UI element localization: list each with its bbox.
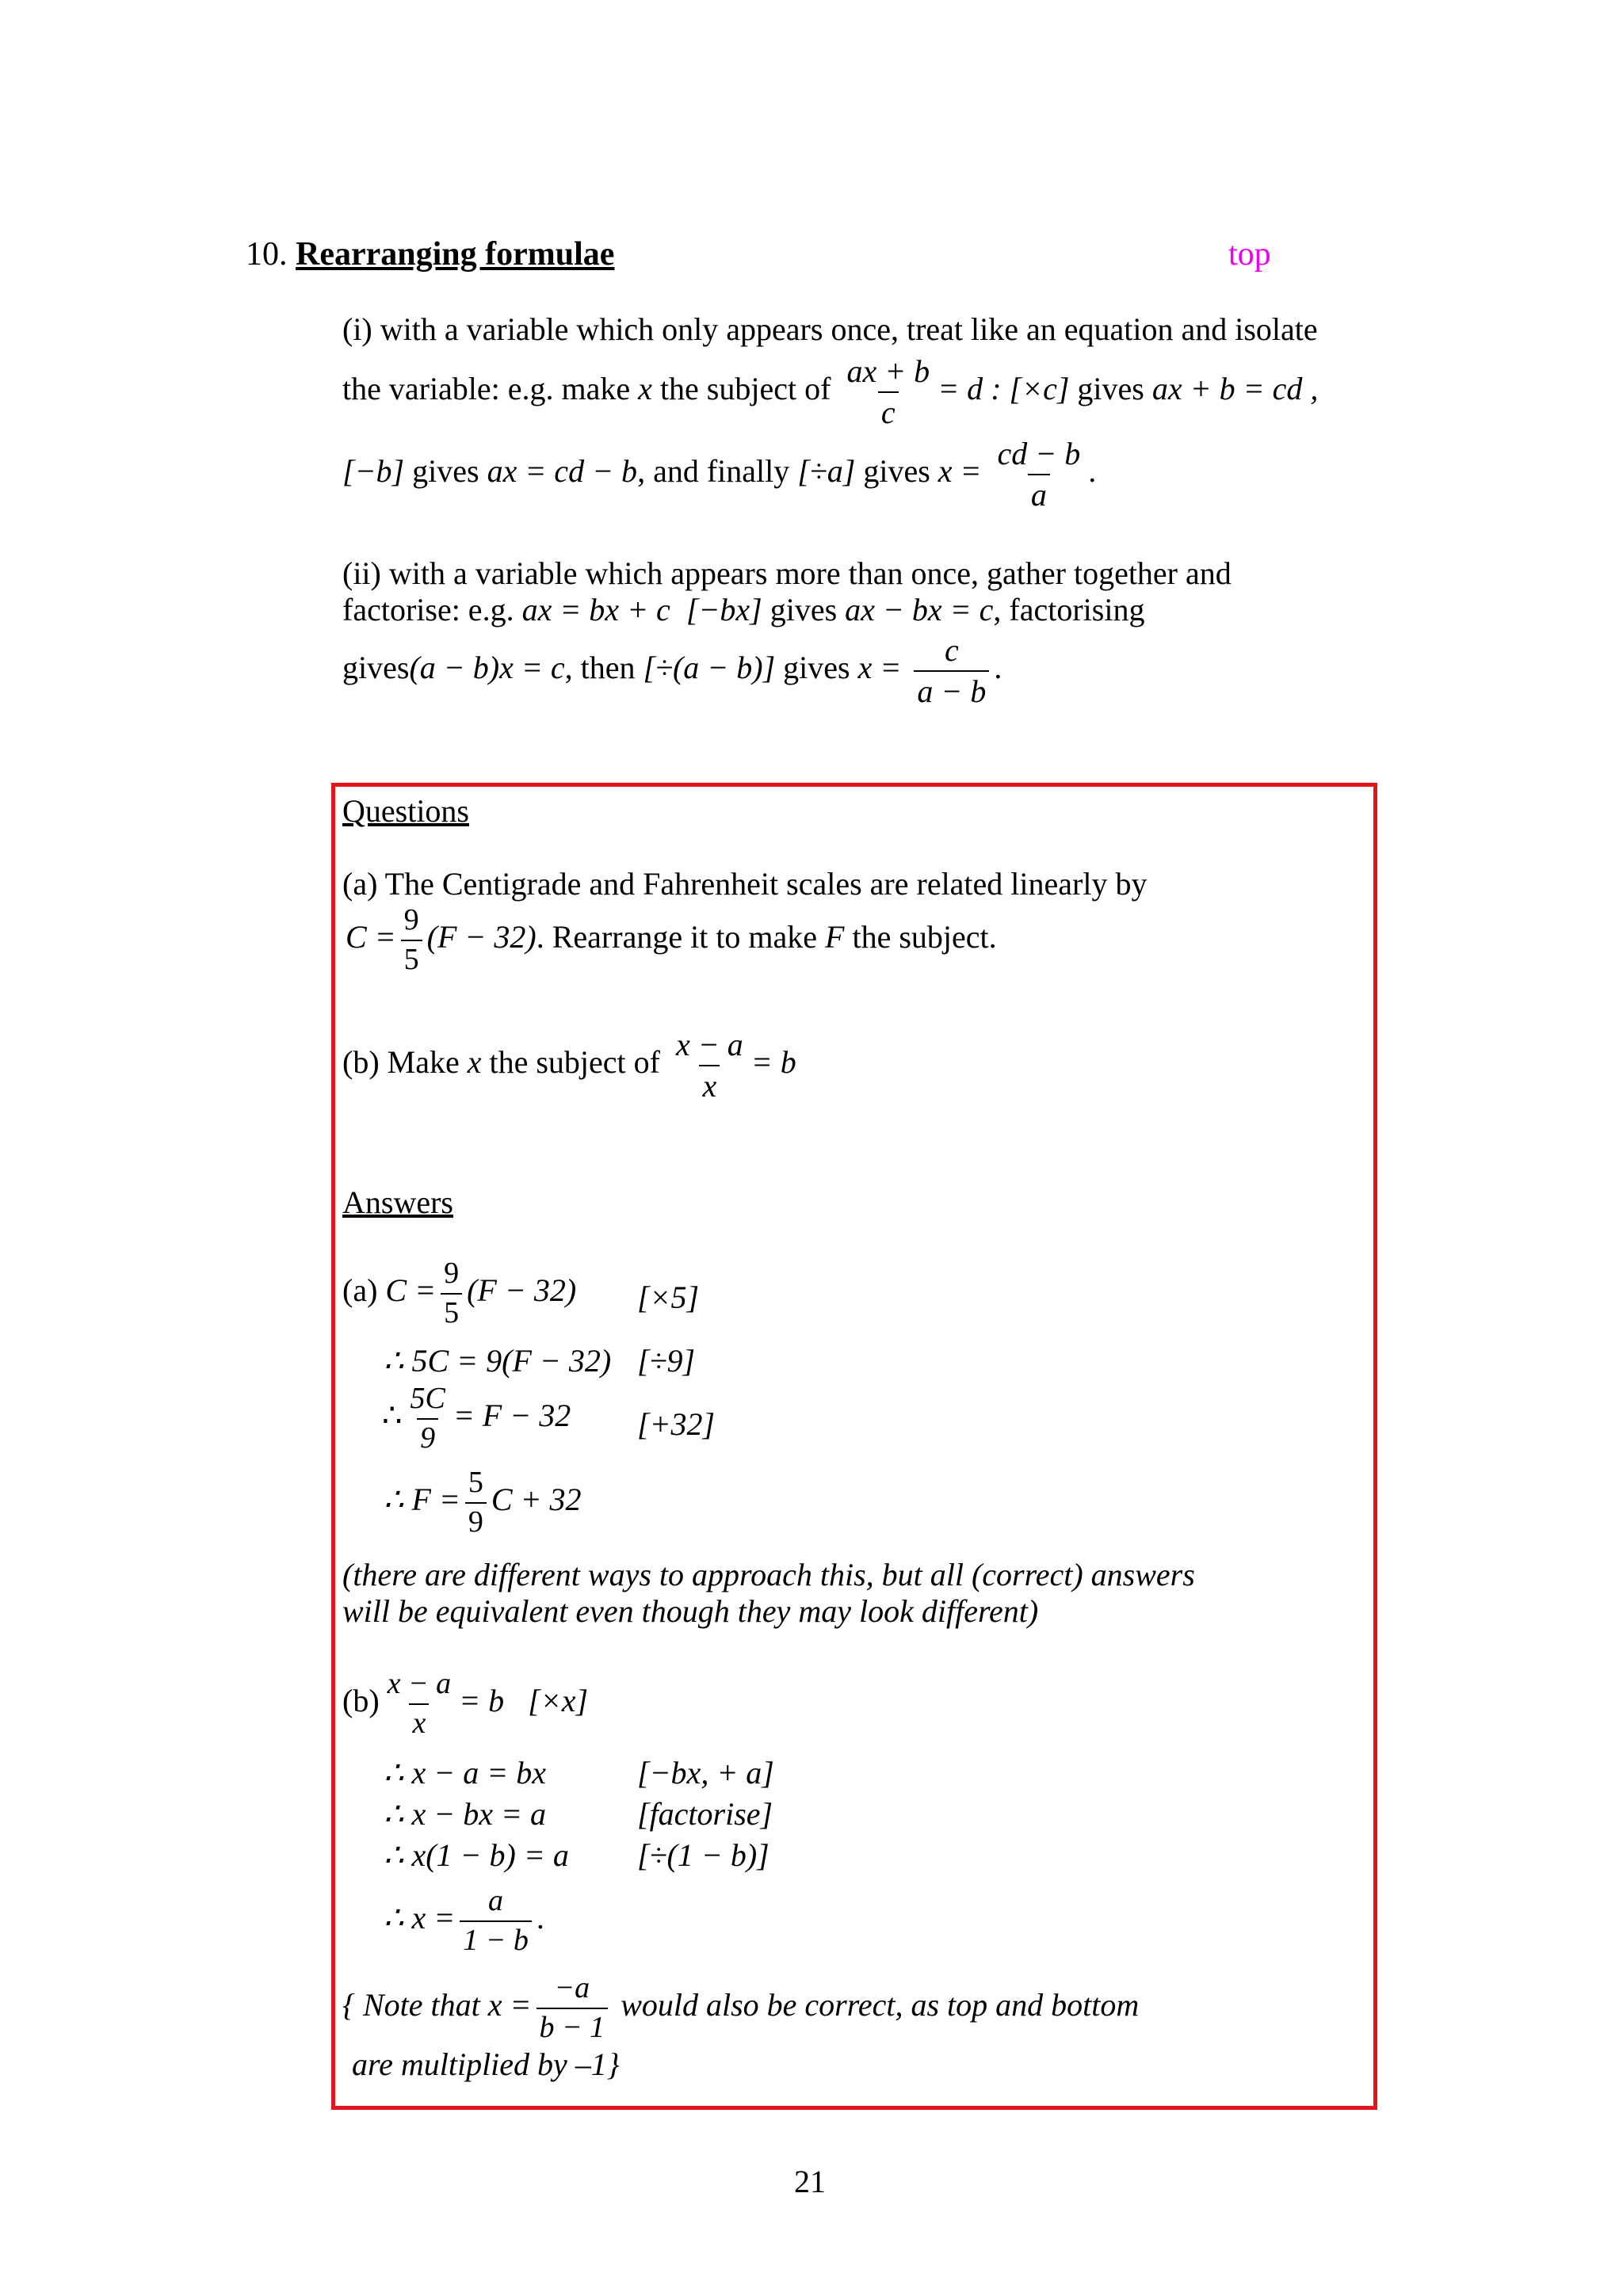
fraction-c-over-a-minus-b: $\frac{c}{a - b}$ <box>914 634 989 708</box>
section-title: Rearranging formulae <box>296 236 615 273</box>
answer-a-line2: ∴ 5C = 9(F − 32) <box>384 1343 612 1379</box>
answer-b-op2: [−bx, + a] <box>637 1755 774 1791</box>
answers-heading: Answers <box>342 1184 453 1220</box>
fraction-x-minus-a-over-x: $\frac{x - a}{x}$ <box>675 1027 743 1104</box>
answer-b-line5: ∴ x = $\frac{a}{1 - b}$ . <box>384 1884 544 1957</box>
answer-b-line1: (b) $\frac{x - a}{x}$ = b [×x] <box>342 1667 589 1740</box>
section-number: 10. <box>246 236 288 273</box>
rule-i-line1: (i) with a variable which only appears once, treat like an equation and isolate <box>342 311 1318 347</box>
answer-b-op4: [÷(1 − b)] <box>637 1837 769 1873</box>
answer-a-note-line2: will be equivalent even though they may look different) <box>342 1593 1039 1629</box>
answer-a-line3: ∴ $\frac{5C}{9}$ = F − 32 <box>382 1382 571 1455</box>
rule-i-line2: the variable: e.g. make x the subject of $\frac{ax + b}{c}$ = d : [×c] gives ax + b = cd , <box>342 353 1319 430</box>
top-link[interactable]: top <box>1228 236 1271 273</box>
rule-ii-line3: gives(a − b)x = c, then [÷(a − b)] gives x = $\frac{c}{a - b}$ . <box>342 632 1002 709</box>
answer-a-op1: [×5] <box>637 1280 700 1315</box>
answer-a-note-line1: (there are different ways to approach this, but all (correct) answers <box>342 1557 1195 1592</box>
answer-a-op3: [+32] <box>637 1406 716 1442</box>
rule-i-line3: [−b] gives ax = cd − b, and finally [÷a] gives x = $\frac{cd - b}{a}$ . <box>342 436 1097 513</box>
rule-ii-line1: (ii) with a variable which appears more than once, gather together and <box>342 555 1232 591</box>
answer-b-note-line1: { Note that x = $\frac{-a}{b - 1}$ would also be correct, as top and bottom <box>342 1971 1140 2044</box>
questions-heading: Questions <box>342 793 469 829</box>
question-a-line1: (a) The Centigrade and Fahrenheit scales are related linearly by <box>342 866 1148 902</box>
answer-b-op3: [factorise] <box>637 1796 773 1832</box>
answer-a-line1: (a) C = $\frac{9}{5}$ (F − 32) <box>342 1257 577 1329</box>
fraction-cd-minus-b-over-a: $\frac{cd - b}{a}$ <box>997 436 1081 513</box>
answer-a-line4: ∴ F = $\frac{5}{9}$ C + 32 <box>384 1466 582 1539</box>
answer-b-line4: ∴ x(1 − b) = a <box>384 1837 569 1873</box>
section-heading <box>246 235 614 274</box>
answer-b-line2: ∴ x − a = bx <box>384 1755 546 1791</box>
page-number: 21 <box>794 2164 826 2199</box>
fraction-ax-plus-b-over-c: $\frac{ax + b}{c}$ <box>846 353 930 430</box>
fraction-9-over-5: $\frac{9}{5}$ <box>401 905 422 976</box>
rule-ii-line2: factorise: e.g. ax = bx + c [−bx] gives ax − bx = c, factorising <box>342 592 1145 627</box>
answer-b-line3: ∴ x − bx = a <box>384 1796 546 1832</box>
answer-a-op2: [÷9] <box>637 1343 696 1379</box>
question-a-line2: C = $\frac{9}{5}$ (F − 32). Rearrange it to make F the subject. <box>346 903 997 976</box>
answer-b-note-line2: are multiplied by –1} <box>352 2046 620 2082</box>
question-b: (b) Make x the subject of $\frac{x - a}{x}$ = b <box>342 1027 796 1104</box>
